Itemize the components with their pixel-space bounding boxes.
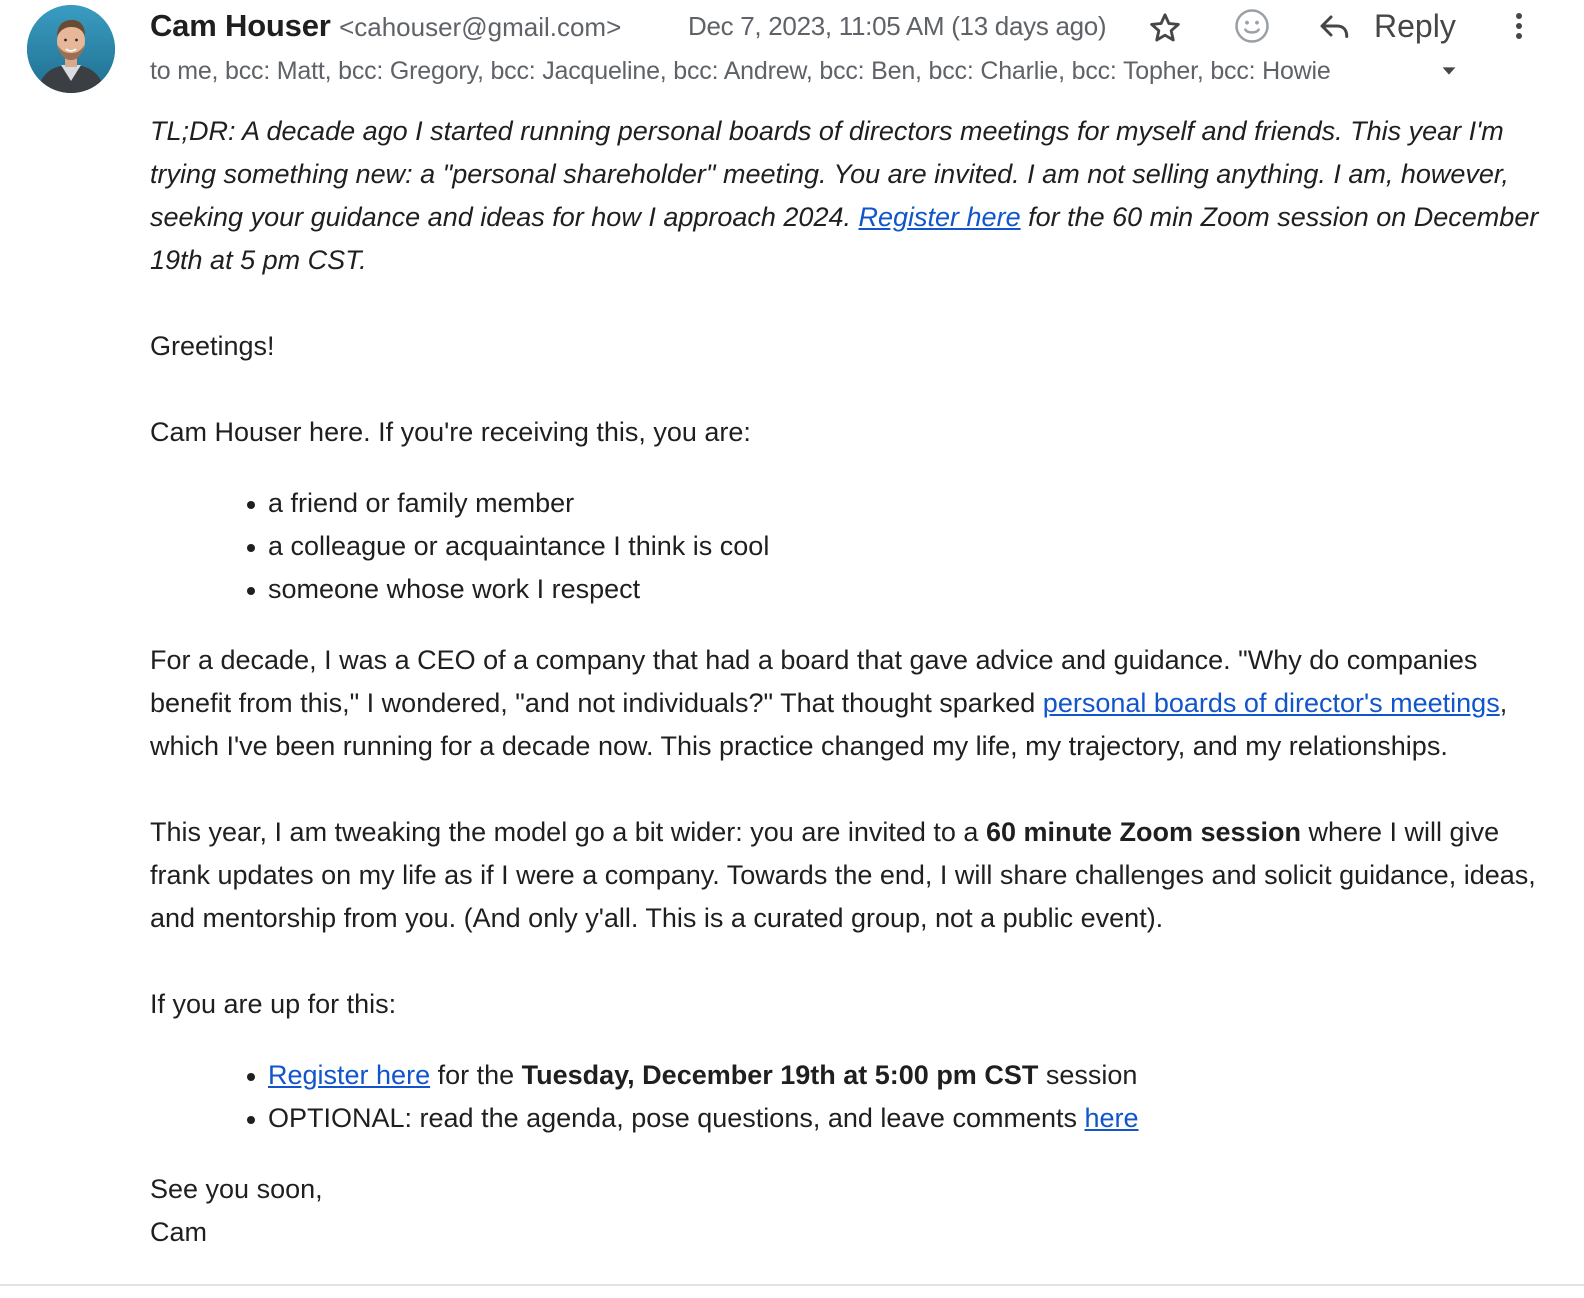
this-year-text-end: where I will give frank updates on my life as if I were a company. Towards the end, I will share challenges and solicit guidance, ideas, and mentorship from you. (And only y'all. This is a curated group, not a public event).	[150, 817, 1536, 933]
signoff: See you soon,	[150, 1174, 323, 1204]
reply-button[interactable]	[1316, 4, 1466, 48]
this-year-paragraph	[150, 811, 1545, 940]
register-text-end: session	[1038, 1060, 1138, 1090]
register-text: for the	[430, 1060, 522, 1090]
caret-down-icon	[1438, 60, 1460, 82]
list-item: a friend or family member	[268, 482, 1545, 525]
more-vert-icon	[1513, 8, 1525, 44]
list-item	[268, 1097, 1545, 1140]
message-date[interactable]: Dec 7, 2023, 11:05 AM (13 days ago)	[688, 11, 1107, 41]
tldr-text: TL;DR: A decade ago I started running personal boards of directors meetings for myself and friends. This year I'm trying something new: a "personal shareholder" meeting. You are invited. I am not selling anything. I am, however, seeking your guidance and ideas for how I approach 2024.	[150, 116, 1509, 232]
star-icon	[1147, 10, 1183, 46]
zoom-session-emphasis: 60 minute Zoom session	[985, 817, 1302, 847]
if-up-paragraph: If you are up for this:	[150, 989, 397, 1019]
list-item: someone whose work I respect	[268, 568, 1545, 611]
avatar-photo	[27, 5, 115, 93]
pane-divider	[0, 1284, 1584, 1286]
email-body	[150, 110, 1545, 1254]
reply-label: Reply	[1374, 8, 1456, 44]
history-text: For a decade, I was a CEO of a company that had a board that gave advice and guidance. "Why do companies benefit from this," I wondered, "and not individuals?" That thought sparked	[150, 645, 1478, 718]
recipients-summary: to me, bcc: Matt, bcc: Gregory, bcc: Jacqueline, bcc: Andrew, bcc: Ben, bcc: Charlie, bcc: Topher, bcc: Howie	[150, 57, 1331, 85]
register-link-tldr[interactable]: Register here	[858, 202, 1021, 232]
actions-list	[150, 1054, 1545, 1140]
sender-line	[150, 8, 621, 44]
sender-email: <cahouser@gmail.com>	[339, 12, 622, 42]
optional-text: OPTIONAL: read the agenda, pose questions, and leave comments	[268, 1103, 1085, 1133]
history-paragraph	[150, 639, 1545, 768]
signature: Cam	[150, 1217, 208, 1247]
show-details-button[interactable]	[1434, 56, 1464, 86]
session-datetime: Tuesday, December 19th at 5:00 pm CST	[521, 1060, 1039, 1090]
add-reaction-icon	[1232, 6, 1272, 46]
star-button[interactable]	[1143, 6, 1187, 50]
list-item: a colleague or acquaintance I think is cool	[268, 525, 1545, 568]
history-text-end: , which I've been running for a decade now. This practice changed my life, my trajectory, and my relationships.	[150, 688, 1508, 761]
this-year-text: This year, I am tweaking the model go a bit wider: you are invited to a	[150, 817, 986, 847]
add-reaction-button[interactable]	[1230, 4, 1274, 48]
sender-avatar[interactable]	[27, 5, 115, 93]
audience-list	[150, 482, 1545, 611]
personal-boards-link[interactable]: personal boards of director's meetings	[1042, 688, 1500, 718]
register-link[interactable]: Register here	[268, 1060, 431, 1090]
more-options-button[interactable]	[1500, 4, 1538, 48]
intro-paragraph: Cam Houser here. If you're receiving this, you are:	[150, 417, 751, 447]
list-item	[268, 1054, 1545, 1097]
sender-name[interactable]: Cam Houser	[150, 8, 331, 43]
greeting: Greetings!	[150, 331, 275, 361]
agenda-link[interactable]: here	[1084, 1103, 1139, 1133]
tldr-text-end: for the 60 min Zoom session on December 19th at 5 pm CST.	[150, 202, 1539, 275]
reply-arrow-icon	[1316, 8, 1352, 44]
tldr-paragraph	[150, 110, 1545, 282]
